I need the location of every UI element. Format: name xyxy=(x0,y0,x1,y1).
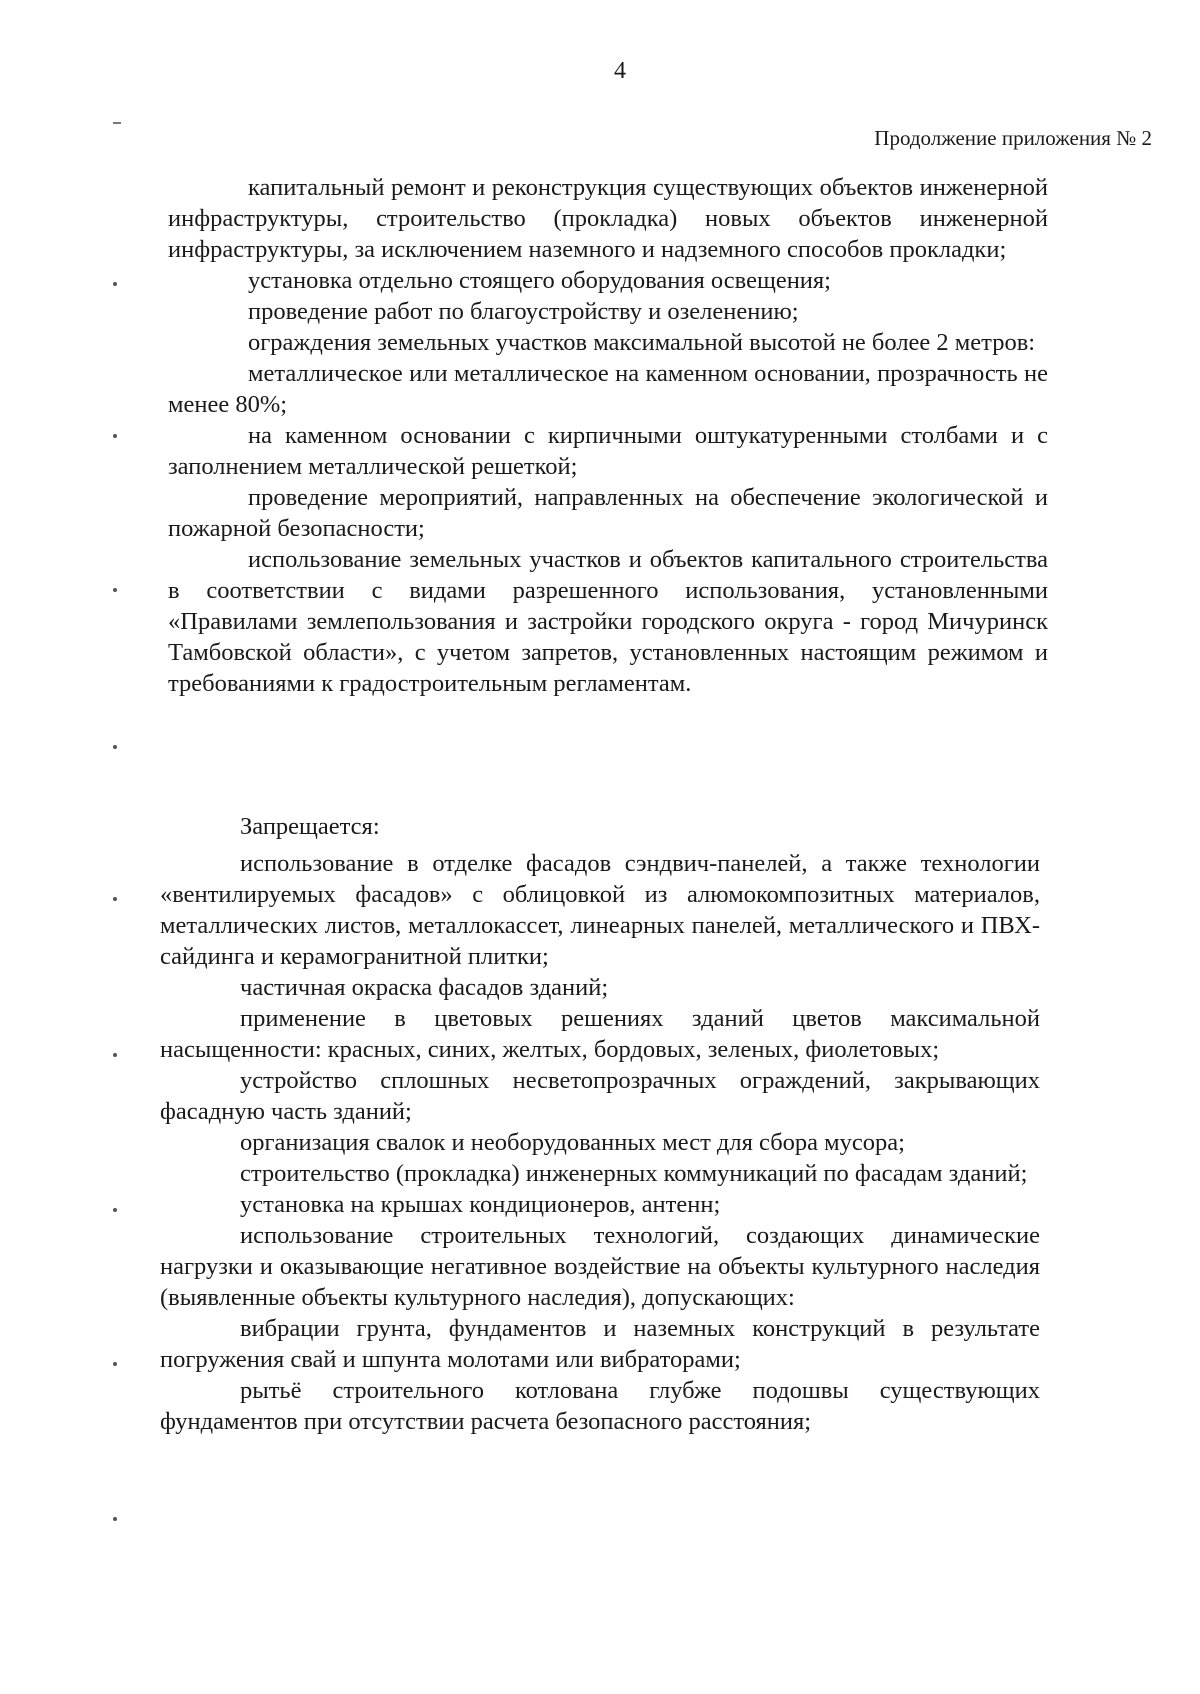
paragraph: рытьё строительного котлована глубже подошвы существующих фундаментов при отсутствии расчета безопасного расстояния; xyxy=(160,1377,1040,1435)
paragraph: проведение мероприятий, направленных на обеспечение экологической и пожарной безопасности; xyxy=(168,484,1048,542)
margin-mark xyxy=(113,588,117,592)
paragraph: вибрации грунта, фундаментов и наземных конструкций в результате погружения свай и шпунта молотами или вибраторами; xyxy=(160,1315,1040,1373)
paragraph: использование строительных технологий, создающих динамические нагрузки и оказывающие негативное воздействие на объекты культурного наследия (выявленные объекты культурного наследия), допускающих: xyxy=(160,1222,1040,1311)
paragraph: металлическое или металлическое на каменном основании, прозрачность не менее 80%; xyxy=(168,360,1048,418)
paragraph: устройство сплошных несветопрозрачных ограждений, закрывающих фасадную часть зданий; xyxy=(160,1067,1040,1125)
margin-mark xyxy=(113,1053,117,1057)
prohibited-activities-section xyxy=(160,811,1040,1437)
paragraph: организация свалок и необорудованных мест для сбора мусора; xyxy=(240,1129,905,1156)
section-heading: Запрещается: xyxy=(240,813,380,840)
paragraph: использование земельных участков и объектов капитального строительства в соответствии с видами разрешенного использования, установленными «Правилами землепользования и застройки городского округа - город Мичуринск Тамбовской области», с учетом запретов, установленных настоящим режимом и требованиями к градостроительным регламентам. xyxy=(168,546,1048,697)
margin-mark xyxy=(113,122,121,124)
paragraph: установка отдельно стоящего оборудования освещения; xyxy=(248,267,831,294)
paragraph: применение в цветовых решениях зданий цветов максимальной насыщенности: красных, синих, желтых, бордовых, зеленых, фиолетовых; xyxy=(160,1005,1040,1063)
paragraph: строительство (прокладка) инженерных коммуникаций по фасадам зданий; xyxy=(240,1160,1028,1187)
binding-margin-marks xyxy=(113,0,125,1694)
margin-mark xyxy=(113,745,117,749)
paragraph: на каменном основании с кирпичными оштукатуренными столбами и с заполнением металлической решеткой; xyxy=(168,422,1048,480)
paragraph: использование в отделке фасадов сэндвич-панелей, а также технологии «вентилируемых фасадов» с облицовкой из алюмокомпозитных материалов, металлических листов, металлокассет, линеарных панелей, металлического и ПВХ-сайдинга и керамогранитной плитки; xyxy=(160,850,1040,970)
margin-mark xyxy=(113,897,117,901)
paragraph: установка на крышах кондиционеров, антенн; xyxy=(240,1191,721,1218)
appendix-continuation-label: Продолжение приложения № 2 xyxy=(874,126,1152,150)
paragraph: ограждения земельных участков максимальной высотой не более 2 метров: xyxy=(248,329,1036,356)
paragraph: капитальный ремонт и реконструкция существующих объектов инженерной инфраструктуры, строительство (прокладка) новых объектов инженерной инфраструктуры, за исключением наземного и надземного способов прокладки; xyxy=(168,174,1048,263)
permitted-activities-section xyxy=(168,172,1048,699)
paragraph: частичная окраска фасадов зданий; xyxy=(240,974,609,1001)
margin-mark xyxy=(113,282,117,286)
paragraph: проведение работ по благоустройству и озеленению; xyxy=(248,298,799,325)
margin-mark xyxy=(113,434,117,438)
margin-mark xyxy=(113,1208,117,1212)
margin-mark xyxy=(113,1517,117,1521)
margin-mark xyxy=(113,1362,117,1366)
page-number: 4 xyxy=(614,58,626,84)
